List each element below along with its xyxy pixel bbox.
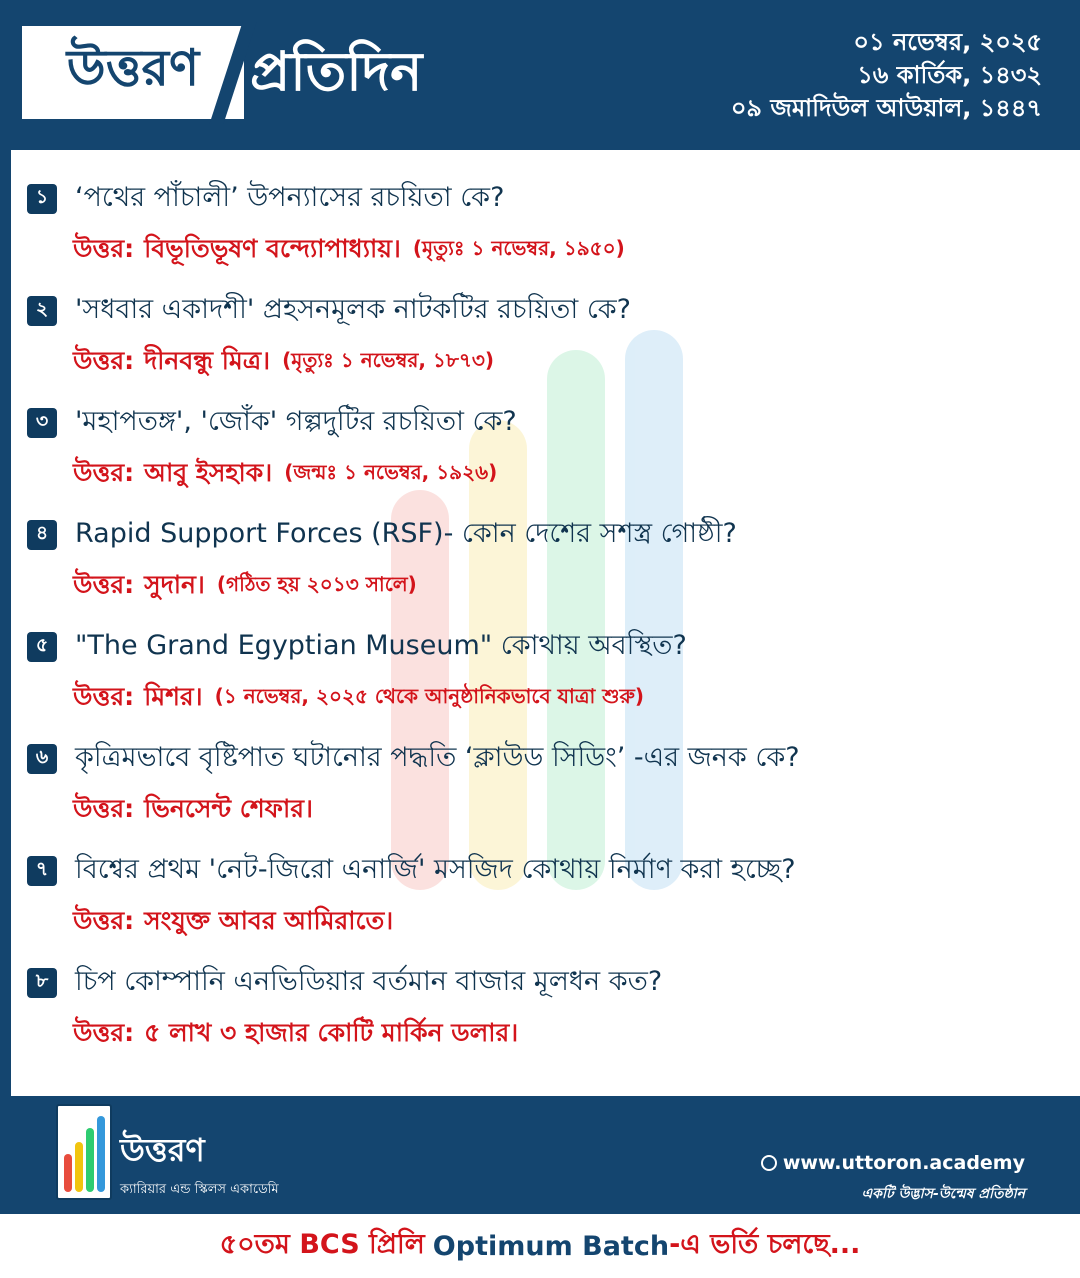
answer-label: উত্তর:	[73, 233, 135, 263]
question-number-badge: ৭	[27, 856, 57, 886]
question-text: 'মহাপতঙ্গ', 'জোঁক' গল্পদুটির রচয়িতা কে?	[75, 405, 517, 437]
footer-bar	[0, 1096, 1080, 1214]
question-text: "The Grand Egyptian Museum" কোথায় অবস্থিত?	[75, 629, 687, 661]
question-number-badge: ৫	[27, 632, 57, 662]
answer-label: উত্তর:	[73, 1017, 135, 1047]
question-text: Rapid Support Forces (RSF)- কোন দেশের সশস্ত্র গোষ্ঠী?	[75, 517, 737, 549]
question-number-badge: ৩	[27, 408, 57, 438]
answer-text: দীনবন্ধু মিত্র।	[144, 345, 271, 375]
question-text: কৃত্রিমভাবে বৃষ্টিপাত ঘটানোর পদ্ধতি ‘ক্লাউড সিডিং’ -এর জনক কে?	[75, 741, 800, 773]
question-number-badge: ৬	[27, 744, 57, 774]
answer-label: উত্তর:	[73, 345, 135, 375]
answer-label: উত্তর:	[73, 905, 135, 935]
qa-item	[27, 174, 1067, 276]
quiz-content	[11, 150, 1080, 1096]
answer-text: সুদান।	[144, 569, 205, 599]
question-text: ‘পথের পাঁচালী’ উপন্যাসের রচয়িতা কে?	[75, 181, 505, 213]
date-block	[731, 26, 1042, 125]
answer-text: বিভূতিভূষণ বন্দ্যোপাধ্যায়।	[144, 233, 401, 263]
admission-banner[interactable]	[0, 1214, 1080, 1278]
brand-logo: উত্তরণ	[22, 26, 244, 119]
answer-note: (গঠিত হয় ২০১৩ সালে)	[216, 571, 417, 596]
date-hijri: ০৯ জমাদিউল আউয়াল, ১৪৪৭	[730, 94, 1042, 122]
answer-label: উত্তর:	[73, 793, 135, 823]
date-gregorian: ০১ নভেম্বর, ২০২৫	[853, 28, 1042, 56]
question-text: 'সধবার একাদশী' প্রহসনমূলক নাটকটির রচয়িতা কে?	[75, 293, 632, 325]
answer-text: মিশর।	[144, 681, 203, 711]
question-number-badge: ৮	[27, 968, 57, 998]
qa-item	[27, 958, 1067, 1060]
qa-item	[27, 510, 1067, 612]
website-link[interactable]	[761, 1152, 1025, 1174]
date-bengali: ১৬ কার্তিক, ১৪৩২	[857, 61, 1042, 89]
footer-motto: একটি উদ্ভাস-উন্মেষ প্রতিষ্ঠান	[861, 1186, 1025, 1202]
qa-item	[27, 734, 1067, 836]
question-number-badge: ১	[27, 184, 57, 214]
banner-exam: ৫০তম BCS প্রিলি	[219, 1228, 425, 1260]
question-text: বিশ্বের প্রথম 'নেট-জিরো এনার্জি' মসজিদ কোথায় নির্মাণ করা হচ্ছে?	[75, 853, 796, 885]
answer-note: (জন্মঃ ১ নভেম্বর, ১৯২৬)	[284, 459, 498, 484]
footer-brand-name: উত্তরণ	[120, 1131, 205, 1169]
answer-text: ভিনসেন্ট শেফার।	[144, 793, 313, 823]
qa-item	[27, 846, 1067, 948]
qa-item	[27, 286, 1067, 388]
banner-status: -এ ভর্তি চলছে...	[669, 1228, 861, 1260]
answer-label: উত্তর:	[73, 681, 135, 711]
question-number-badge: ২	[27, 296, 57, 326]
answer-label: উত্তর:	[73, 457, 135, 487]
footer-tagline: ক্যারিয়ার এন্ড স্কিলস একাডেমি	[120, 1182, 279, 1197]
qa-item	[27, 398, 1067, 500]
brand-logo-icon	[56, 1104, 112, 1200]
answer-text: ৫ লাখ ৩ হাজার কোটি মার্কিন ডলার।	[144, 1017, 519, 1047]
question-text: চিপ কোম্পানি এনভিডিয়ার বর্তমান বাজার মূলধন কত?	[75, 965, 663, 997]
header-bar	[0, 0, 1080, 150]
answer-text: সংযুক্ত আবর আমিরাতে।	[144, 905, 394, 935]
globe-icon	[761, 1155, 777, 1171]
answer-note: (মৃত্যুঃ ১ নভেম্বর, ১৯৫০)	[412, 235, 625, 260]
page-title: প্রতিদিন	[250, 40, 423, 103]
qa-item	[27, 622, 1067, 724]
answer-note: (মৃত্যুঃ ১ নভেম্বর, ১৮৭৩)	[282, 347, 495, 372]
website-text: www.uttoron.academy	[782, 1152, 1025, 1174]
answer-note: (১ নভেম্বর, ২০২৫ থেকে আনুষ্ঠানিকভাবে যাত্রা শুরু)	[214, 683, 645, 708]
answer-label: উত্তর:	[73, 569, 135, 599]
answer-text: আবু ইসহাক।	[144, 457, 273, 487]
banner-batch: Optimum Batch	[432, 1230, 670, 1262]
question-number-badge: ৪	[27, 520, 57, 550]
